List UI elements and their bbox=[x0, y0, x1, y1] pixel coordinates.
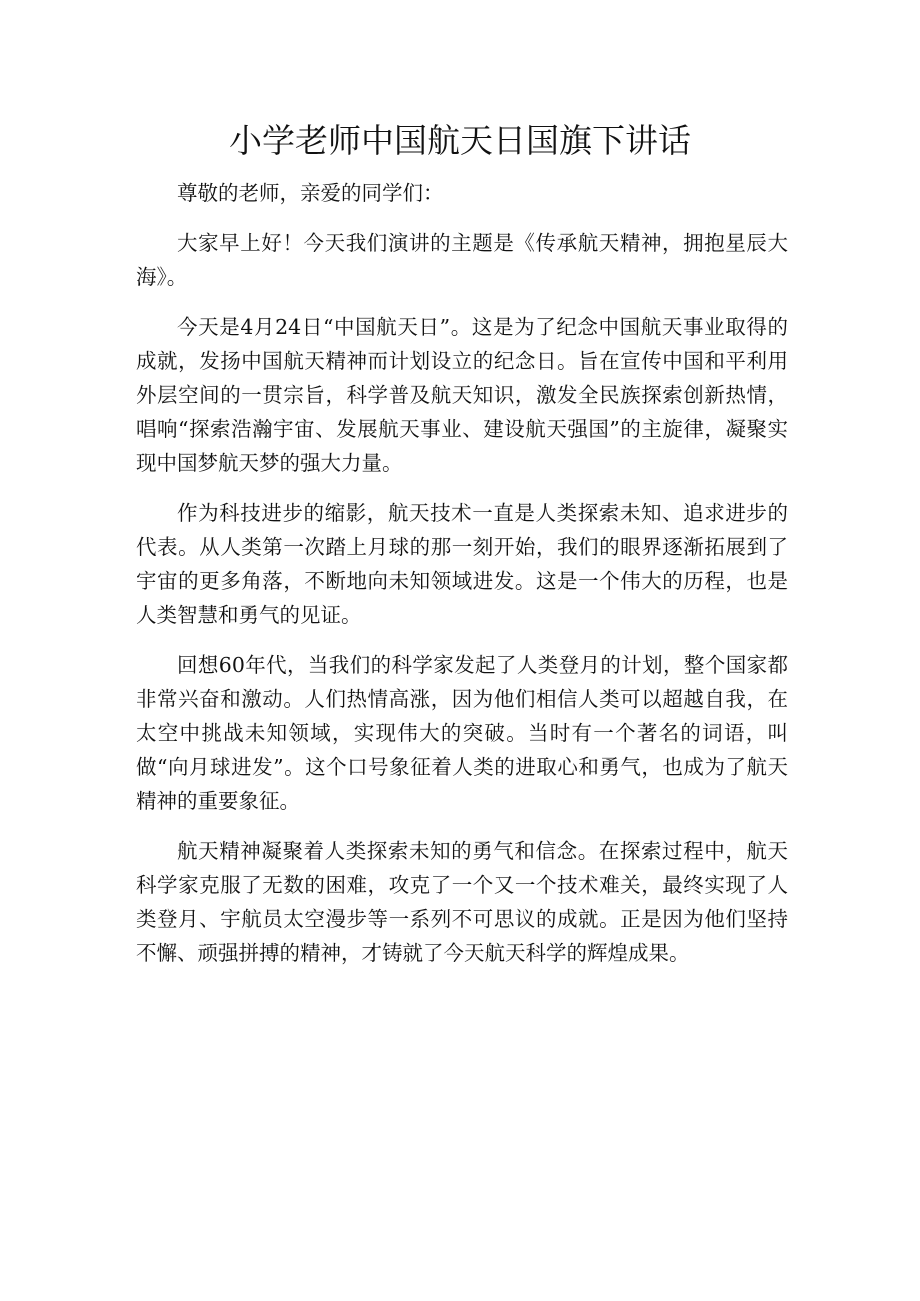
paragraph-moon-landing: 回想60年代，当我们的科学家发起了人类登月的计划，整个国家都非常兴奋和激动。人们热情高涨，因为他们相信人类可以超越自我，在太空中挑战未知领域，实现伟大的突破。当时有一个著名的词语，叫做“向月球进发”。这个口号象征着人类的进取心和勇气，也成为了航天精神的重要象征。 bbox=[136, 653, 788, 813]
document-body bbox=[136, 176, 788, 970]
paragraph-opening: 大家早上好！今天我们演讲的主题是《传承航天精神，拥抱星辰大海》。 bbox=[136, 231, 788, 289]
paragraph-aerospace-day-intro: 今天是4月24日“中国航天日”。这是为了纪念中国航天事业取得的成就，发扬中国航天精神而计划设立的纪念日。旨在宣传中国和平利用外层空间的一贯宗旨，科学普及航天知识，激发全民族探索创新热情，唱响“探索浩瀚宇宙、发展航天事业、建设航天强国”的主旋律，凝聚实现中国梦航天梦的强大力量。 bbox=[136, 315, 788, 475]
document-title: 小学老师中国航天日国旗下讲话 bbox=[229, 121, 691, 160]
paragraph-greeting: 尊敬的老师，亲爱的同学们： bbox=[177, 181, 444, 205]
paragraph-aerospace-technology: 作为科技进步的缩影，航天技术一直是人类探索未知、追求进步的代表。从人类第一次踏上月球的那一刻开始，我们的眼界逐渐拓展到了宇宙的更多角落，不断地向未知领域进发。这是一个伟大的历程，也是人类智慧和勇气的见证。 bbox=[136, 501, 788, 627]
paragraph-aerospace-spirit: 航天精神凝聚着人类探索未知的勇气和信念。在探索过程中，航天科学家克服了无数的困难，攻克了一个又一个技术难关，最终实现了人类登月、宇航员太空漫步等一系列不可思议的成就。正是因为他们坚持不懈、顽强拼搏的精神，才铸就了今天航天科学的辉煌成果。 bbox=[136, 839, 788, 965]
